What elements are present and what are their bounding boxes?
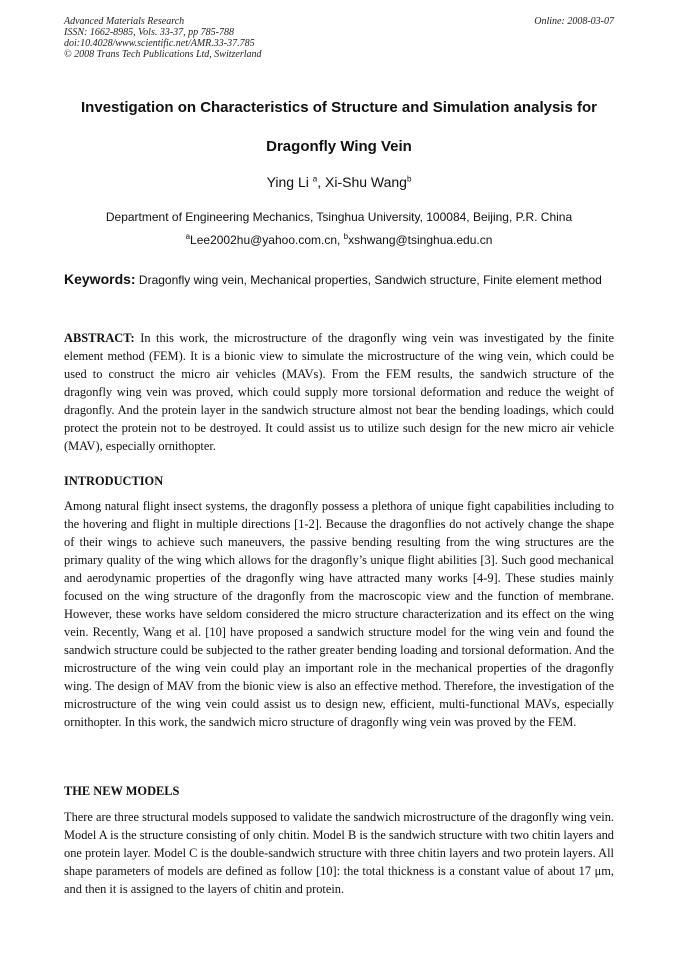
keywords-label: Keywords: (64, 271, 136, 287)
paper-title (40, 88, 638, 166)
journal-name: Advanced Materials Research (64, 16, 185, 27)
abstract-block (64, 329, 614, 455)
email-superscript: b (343, 232, 349, 241)
introduction-heading: INTRODUCTION (64, 474, 164, 488)
online-date: Online: 2008-03-07 (534, 16, 614, 27)
email-link[interactable]: xshwang@tsinghua.edu.cn (348, 233, 493, 247)
author-superscript: a (312, 174, 318, 184)
email-link[interactable]: Lee2002hu@yahoo.com.cn (190, 233, 337, 247)
journal-header (64, 16, 614, 60)
author-name: Ying Li (266, 174, 309, 190)
email-superscript: a (185, 232, 191, 241)
affiliation: Department of Engineering Mechanics, Tsinghua University, 100084, Beijing, P.R. China (105, 210, 573, 224)
copyright-line: © 2008 Trans Tech Publications Ltd, Switzerland (64, 49, 262, 60)
author-emails (64, 233, 614, 247)
keywords-block (64, 271, 614, 288)
new-models-heading: THE NEW MODELS (64, 784, 180, 798)
author-name: Xi-Shu Wang (325, 174, 407, 190)
issn-line: ISSN: 1662-8985, Vols. 33-37, pp 785-788 (64, 27, 234, 38)
introduction-text: Among natural flight insect systems, the dragonfly possess a plethora of unique fight capabilities including to the hovering and flight in multiple directions [1-2]. Because the dragonflies do not actively change the shape of their wings to achieve such maneuvers, the passive bending resulting from the wing structures are the primary quality of the wing which allows for the dragonfly’s unique flight abilities [3]. Such good mechanical and aerodynamic properties of the dragonfly wing have attracted many works [4-9]. These studies mainly focused on the wing structure of the dragonfly from the macroscopic view and the function of membrane. However, these works have seldom considered the micro structure characterization and its effect on the wing vein. Recently, Wang et al. [10] have proposed a sandwich structure model for the wing vein and found the sandwich structure could be subjected to the rather greater bending loading and torsional deformation. And the microstructure of the wing vein could play an important role in the mechanical properties of the dragonfly wing. The design of MAV from the bionic view is also an effective method. Therefore, the investigation of the microstructure of the wing vein could assist us to design new, efficient, multi-functional MAVs, especially ornithopter. In this work, the sandwich micro structure of dragonfly wing vein was proved by the FEM. (64, 499, 614, 729)
abstract-label: ABSTRACT: (64, 331, 135, 345)
author-superscript: b (406, 174, 412, 184)
doi-line: doi:10.4028/www.scientific.net/AMR.33-37.785 (64, 38, 255, 49)
abstract-text: In this work, the microstructure of the dragonfly wing vein was investigated by the finite element method (FEM). It is a bionic view to simulate the microstructure of the wing vein, which could be used to construct the micro air vehicles (MAVs). From the FEM results, the sandwich structure of the dragonfly wing vein was proved, which could supply more torsional deformation and reduce the weight of dragonfly. And the protein layer in the sandwich structure almost not bear the bending loadings, which could protect the protein not to be destroyed. It could assist us to utilize such design for the new micro air vehicle (MAV), especially ornithopter. (64, 331, 614, 453)
new-models-text: There are three structural models supposed to validate the sandwich microstructure of the dragonfly wing vein. Model A is the structure consisting of only chitin. Model B is the sandwich structure with two chitin layers and one protein layer. Model C is the double-sandwich structure with three chitin layers and two protein layers. All shape parameters of models are defined as follow [10]: the total thickness is a constant value of about 17 μm, and then it is assigned to the layers of chitin and protein. (64, 810, 614, 896)
author-list (64, 174, 614, 190)
email-separator: , (337, 233, 344, 247)
keywords-text: Dragonfly wing vein, Mechanical properties, Sandwich structure, Finite element method (135, 273, 602, 287)
author-separator: , (317, 174, 325, 190)
title-line-2: Dragonfly Wing Vein (266, 138, 412, 155)
title-line-1: Investigation on Characteristics of Structure and Simulation analysis for (81, 99, 597, 116)
